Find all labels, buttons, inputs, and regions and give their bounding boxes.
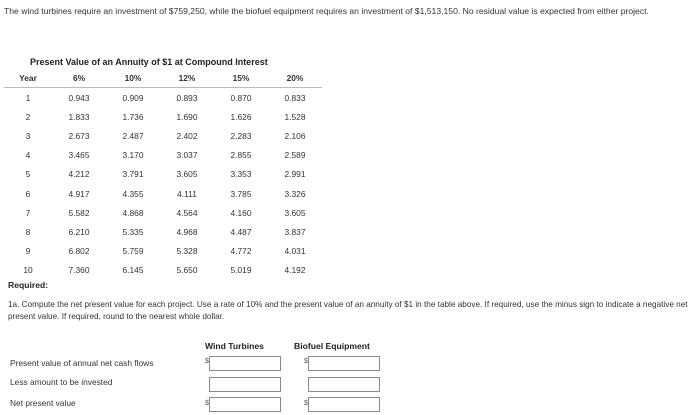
value-cell: 5.335 [122,226,144,237]
year-cell: 6 [25,188,31,199]
table-row [4,242,322,261]
header-12pct: 12% [160,69,214,88]
value-cell: 2.673 [68,130,90,141]
problem-intro-text: The wind turbines require an investment of $759,250, while the biofuel equipment requires an investment of $1,513,150. No residual value is expected from either project. [4,6,649,16]
value-cell: 6.210 [68,226,90,237]
value-cell: 3.605 [284,207,306,218]
year-cell: 7 [25,207,31,218]
annuity-table [4,69,322,280]
biofuel-net-present-value-input[interactable] [308,397,380,412]
biofuel-amount-invested-input[interactable] [308,377,380,392]
value-cell: 4.772 [230,246,252,257]
year-cell: 1 [25,92,31,103]
value-cell: 4.212 [68,169,90,180]
value-cell: 4.192 [284,265,306,276]
value-cell: 2.589 [284,150,306,161]
header-year: Year [4,69,52,88]
value-cell: 1.528 [284,111,306,122]
year-cell: 5 [25,169,31,180]
table-row [4,222,322,241]
wind-turbines-column-header: Wind Turbines [205,341,264,351]
value-cell: 3.791 [122,169,144,180]
value-cell: 4.968 [176,226,198,237]
value-cell: 0.833 [284,92,306,103]
value-cell: 3.605 [176,169,198,180]
value-cell: 3.465 [68,150,90,161]
value-cell: 1.833 [68,111,90,122]
value-cell: 5.019 [230,265,252,276]
biofuel-equipment-column-header: Biofuel Equipment [294,341,370,351]
value-cell: 3.837 [284,226,306,237]
wind-net-present-value-input[interactable] [209,397,281,412]
wind-pv-cash-flows-input[interactable] [209,356,281,371]
row-label-pv-cash-flows: Present value of annual net cash flows [10,358,154,368]
year-cell: 4 [25,150,31,161]
value-cell: 0.909 [122,92,144,103]
value-cell: 2.991 [284,169,306,180]
value-cell: 4.564 [176,207,198,218]
value-cell: 4.868 [122,207,144,218]
value-cell: 0.943 [68,92,90,103]
value-cell: 3.353 [230,169,252,180]
value-cell: 4.031 [284,246,306,257]
value-cell: 4.355 [122,188,144,199]
value-cell: 3.170 [122,150,144,161]
value-cell: 5.328 [176,246,198,257]
value-cell: 3.326 [284,188,306,199]
year-cell: 2 [25,111,31,122]
instruction-text: 1a. Compute the net present value for each project. Use a rate of 10% and the present value of an annuity of $1 in the table above. If required, use the minus sign to indicate a negative net present value. If required, round to the nearest whole dollar. [8,300,688,321]
value-cell: 3.785 [230,188,252,199]
row-label-amount-invested: Less amount to be invested [10,377,113,387]
header-10pct: 10% [106,69,160,88]
value-cell: 7.360 [68,265,90,276]
value-cell: 2.487 [122,130,144,141]
table-row [4,146,322,165]
annuity-table-title: Present Value of an Annuity of $1 at Compound Interest [30,57,268,67]
year-cell: 10 [23,265,33,276]
dollar-sign: $ [304,400,308,407]
value-cell: 0.870 [230,92,252,103]
table-row [4,126,322,145]
table-header-row [4,69,322,88]
table-row [4,184,322,203]
biofuel-pv-cash-flows-input[interactable] [308,356,380,371]
value-cell: 2.402 [176,130,198,141]
value-cell: 2.106 [284,130,306,141]
year-cell: 9 [25,246,31,257]
value-cell: 3.037 [176,150,198,161]
value-cell: 2.283 [230,130,252,141]
wind-amount-invested-input[interactable] [209,377,281,392]
header-20pct: 20% [268,69,322,88]
dollar-sign: $ [304,358,308,365]
header-15pct: 15% [214,69,268,88]
row-label-net-present-value: Net present value [10,398,76,408]
value-cell: 5.759 [122,246,144,257]
value-cell: 1.626 [230,111,252,122]
table-row [4,165,322,184]
table-row [4,203,322,222]
table-row [4,261,322,280]
dollar-sign: $ [205,358,209,365]
value-cell: 5.582 [68,207,90,218]
value-cell: 1.690 [176,111,198,122]
table-row [4,88,322,108]
value-cell: 2.855 [230,150,252,161]
value-cell: 1.736 [122,111,144,122]
table-row [4,107,322,126]
value-cell: 6.802 [68,246,90,257]
header-6pct: 6% [52,69,106,88]
value-cell: 4.160 [230,207,252,218]
year-cell: 3 [25,130,31,141]
year-cell: 8 [25,226,31,237]
value-cell: 5.650 [176,265,198,276]
value-cell: 4.917 [68,188,90,199]
required-heading: Required: [8,280,49,290]
dollar-sign: $ [205,400,209,407]
value-cell: 0.893 [176,92,198,103]
value-cell: 4.487 [230,226,252,237]
value-cell: 6.145 [122,265,144,276]
value-cell: 4.111 [177,188,197,199]
